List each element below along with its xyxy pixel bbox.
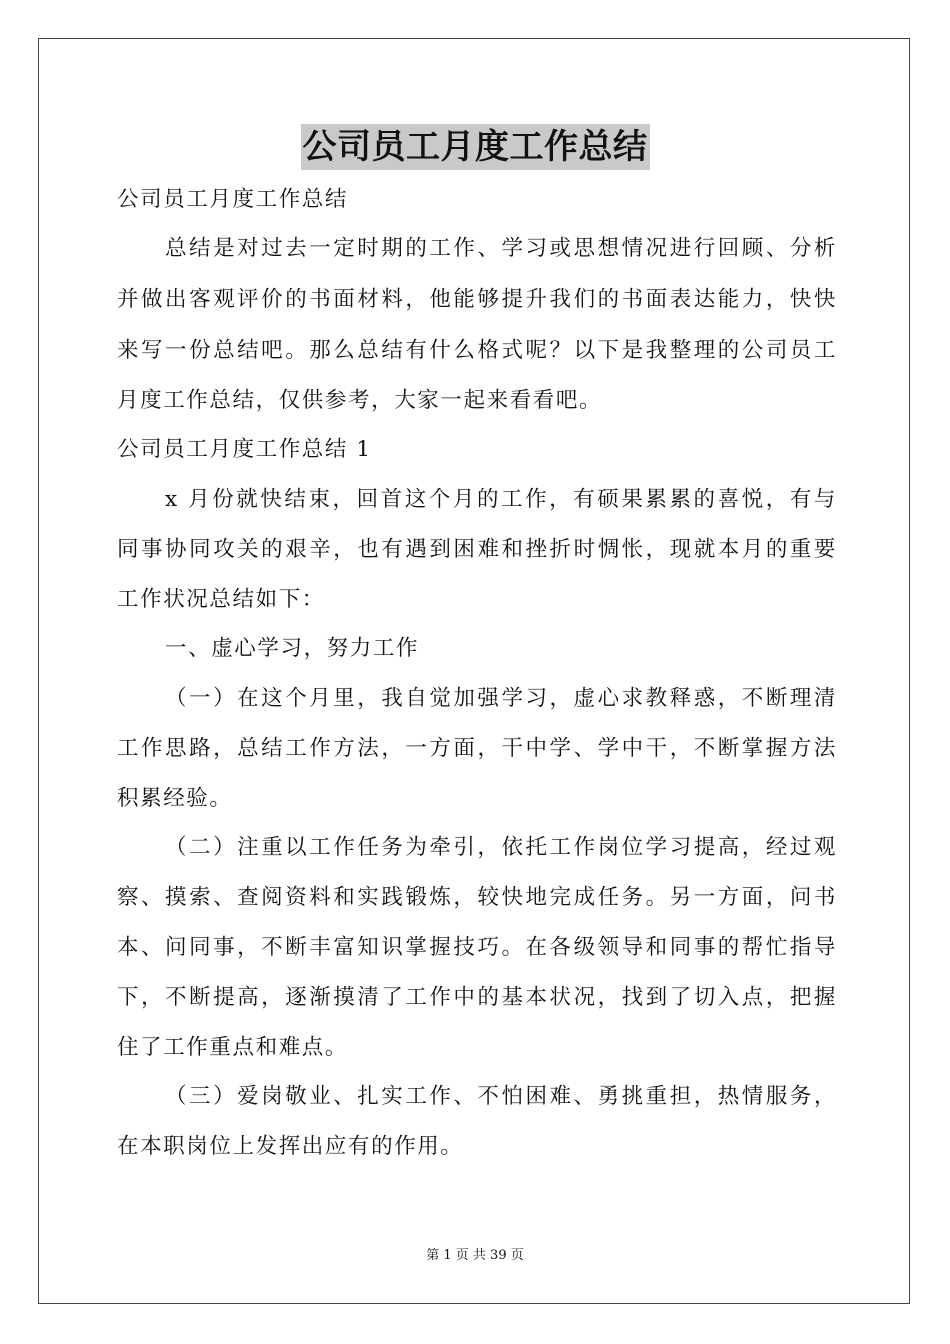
- item2-line: 住了工作重点和难点。: [117, 1035, 349, 1060]
- item3-line: 在本职岗位上发挥出应有的作用。: [117, 1134, 464, 1159]
- paragraph-line: 工作状况总结如下：: [117, 587, 325, 612]
- intro-line: 并做出客观评价的书面材料，他能够提升我们的书面表达能力，快快: [117, 287, 837, 312]
- document-subtitle: 公司员工月度工作总结: [117, 187, 349, 212]
- intro-line: 月度工作总结，仅供参考，大家一起来看看吧。: [117, 388, 603, 413]
- item1-line: 积累经验。: [117, 786, 233, 811]
- page-footer: 第 1 页 共 39 页: [426, 1248, 524, 1263]
- item2-line: （二）注重以工作任务为牵引，依托工作岗位学习提高，经过观: [165, 835, 837, 860]
- document-title: 公司员工月度工作总结: [301, 124, 650, 170]
- item2-line: 下，不断提高，逐渐摸清了工作中的基本状况，找到了切入点，把握: [117, 985, 837, 1010]
- item3-line: （三）爱岗敬业、扎实工作、不怕困难、勇挑重担，热情服务，: [165, 1084, 837, 1109]
- title-container: [0, 124, 950, 170]
- intro-line: 总结是对过去一定时期的工作、学习或思想情况进行回顾、分析: [165, 236, 837, 261]
- item1-line: 工作思路，总结工作方法，一方面，干中学、学中干，不断掌握方法: [117, 736, 837, 761]
- item1-line: （一）在这个月里，我自觉加强学习，虚心求教释惑，不断理清: [165, 686, 837, 711]
- intro-line: 来写一份总结吧。那么总结有什么格式呢？以下是我整理的公司员工: [117, 338, 837, 363]
- page-border: [38, 38, 910, 1304]
- paragraph-line: 同事协同攻关的艰辛，也有遇到困难和挫折时惆怅，现就本月的重要: [117, 537, 837, 562]
- section-heading: 公司员工月度工作总结 1: [117, 437, 372, 462]
- subheading: 一、虚心学习，努力工作: [165, 636, 420, 661]
- item2-line: 察、摸索、查阅资料和实践锻炼，较快地完成任务。另一方面，问书: [117, 885, 837, 910]
- paragraph-line: x 月份就快结束，回首这个月的工作，有硕果累累的喜悦，有与: [165, 487, 837, 512]
- item2-line: 本、问同事，不断丰富知识掌握技巧。在各级领导和同事的帮忙指导: [117, 935, 837, 960]
